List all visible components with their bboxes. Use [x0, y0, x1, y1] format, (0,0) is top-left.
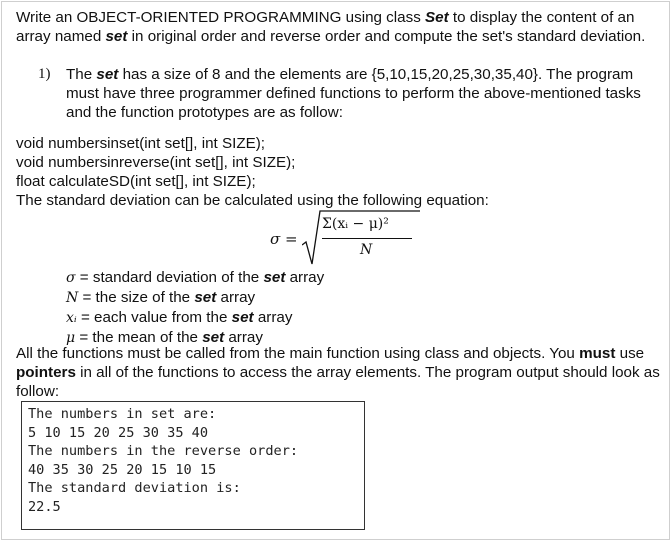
closing-text-2: use: [615, 345, 645, 362]
output-line: 22.5: [28, 498, 61, 515]
item1-text-1: The: [66, 66, 97, 83]
prototype-line: void numbersinreverse(int set[], int SIZE);: [16, 154, 296, 171]
intro-paragraph: [16, 8, 666, 46]
item1-text-2: has a size of 8 and the elements are {5,10,15,20,25,30,35,40}. The program must have three programmer defined functions to perform the above-mentioned tasks and the function prototypes are as follow:: [66, 66, 641, 121]
intro-text-2: to display the content of an array named: [16, 9, 635, 45]
definition-tail: array: [253, 309, 293, 326]
definition-tail: array: [216, 289, 256, 306]
definition-symbol: μ: [66, 330, 76, 346]
intro-text-1: Write an OBJECT-ORIENTED PROGRAMMING using class: [16, 9, 426, 26]
definition-text: = the mean of the: [75, 329, 203, 346]
output-line: 40 35 30 25 20 15 10 15: [28, 461, 217, 478]
program-output-box: [21, 401, 365, 530]
numbered-item-1: [38, 65, 658, 122]
definition-symbol: σ: [66, 270, 76, 286]
definition-line: [66, 288, 586, 308]
formula-numerator: Σ(xᵢ − μ)²: [322, 216, 389, 232]
closing-pointers-word: pointers: [16, 364, 76, 381]
definition-bold: set: [202, 329, 225, 346]
output-line: The numbers in the reverse order:: [28, 443, 299, 459]
definition-symbol: xᵢ: [66, 310, 77, 326]
intro-text-3: in original order and reverse order and compute the set's standard deviation.: [127, 28, 646, 45]
std-dev-formula: [270, 209, 430, 265]
equation-intro: The standard deviation can be calculated using the following equation:: [16, 192, 489, 209]
closing-paragraph: [16, 344, 666, 401]
document-page: [1, 1, 670, 540]
variable-definitions: [66, 268, 586, 348]
definition-bold: set: [263, 269, 286, 286]
output-line: The standard deviation is:: [28, 480, 241, 496]
output-line: The numbers in set are:: [28, 406, 217, 422]
prototype-line: float calculateSD(int set[], int SIZE);: [16, 173, 256, 190]
intro-array-word: set: [105, 28, 128, 45]
fraction-bar: [322, 238, 412, 239]
formula-denominator: N: [360, 242, 373, 258]
definition-tail: array: [285, 269, 325, 286]
definition-bold: set: [231, 309, 254, 326]
closing-text-3: in all of the functions to access the array elements. The program output should look as follow:: [16, 364, 660, 400]
item1-set-word: set: [96, 66, 119, 83]
prototype-list: [16, 134, 656, 210]
definition-line: [66, 308, 586, 328]
prototype-line: void numbersinset(int set[], int SIZE);: [16, 135, 265, 152]
definition-text: = standard deviation of the: [75, 269, 264, 286]
definition-text: = each value from the: [76, 309, 232, 326]
closing-must-word: must: [579, 345, 616, 362]
output-line: 5 10 15 20 25 30 35 40: [28, 424, 209, 441]
definition-symbol: N: [66, 290, 79, 306]
closing-text-1: All the functions must be called from the main function using class and objects. You: [16, 345, 580, 362]
formula-lhs: σ =: [270, 230, 298, 248]
definition-line: [66, 268, 586, 288]
definition-text: = the size of the: [78, 289, 195, 306]
definition-tail: array: [224, 329, 263, 346]
intro-class-word: Set: [425, 9, 449, 26]
definition-bold: set: [194, 289, 217, 306]
item-number: 1): [38, 66, 51, 82]
